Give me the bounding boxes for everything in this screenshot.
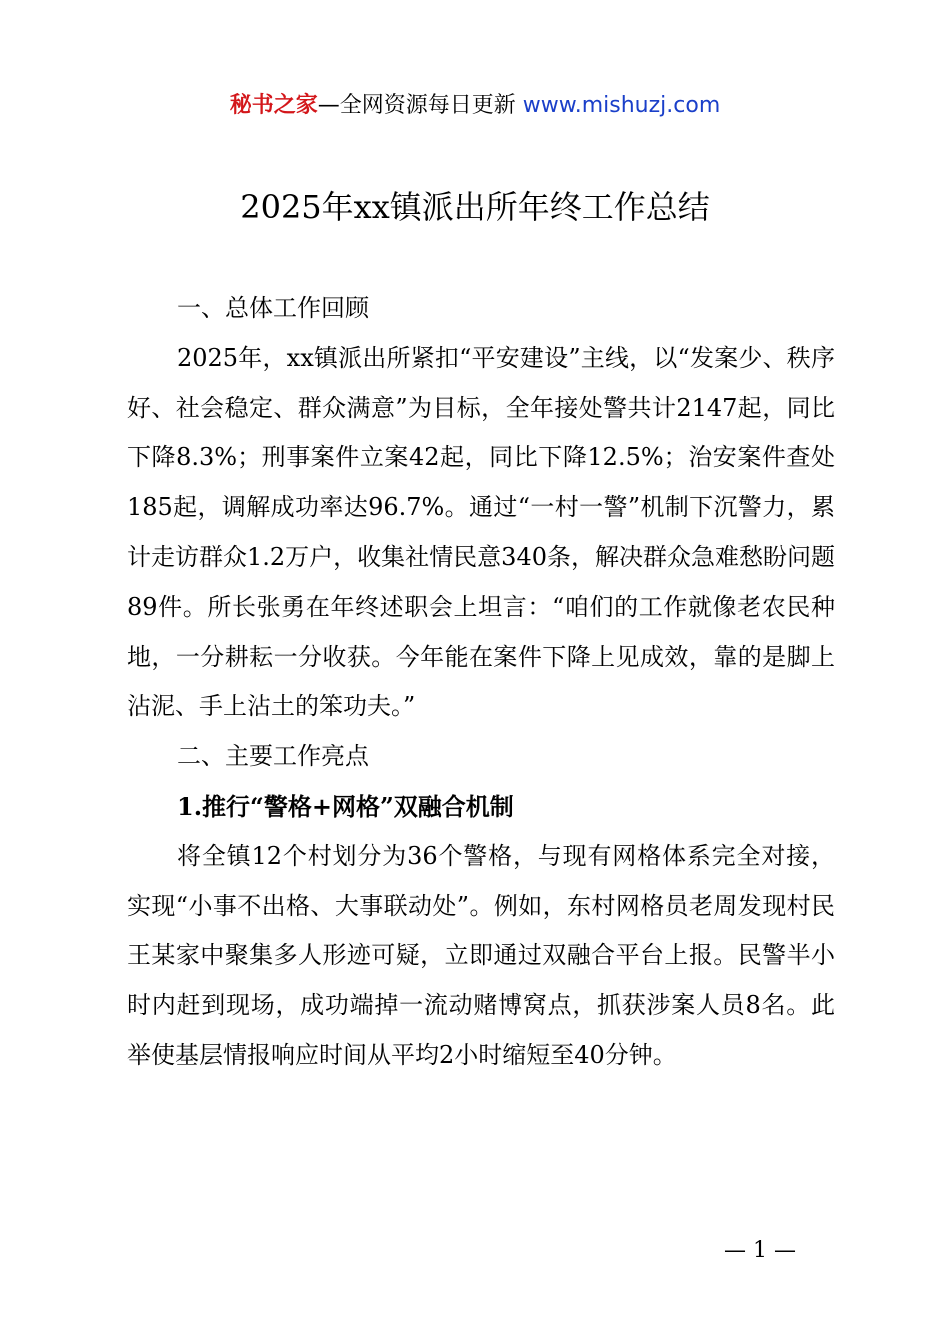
site-header — [0, 88, 950, 119]
paragraph-overview: 2025年，xx镇派出所紧扣“平安建设”主线，以“发案少、秩序好、社会稳定、群众满意”为目标，全年接处警共计2147起，同比下降8.3%；刑事案件立案42起，同比下降12.5%；治安案件查处185起，调解成功率达96.7%。通过“一村一警”机制下沉警力，累计走访群众1.2万户，收集社情民意340条，解决群众急难愁盼问题89件。所长张勇在年终述职会上坦言：“咱们的工作就像老农民种地，一分耕耘一分收获。今年能在案件下降上见成效，靠的是脚上沾泥、手上沾土的笨功夫。” — [127, 343, 835, 721]
section-heading-highlights: 二、主要工作亮点 — [177, 742, 369, 771]
brand-name: 秘书之家 — [229, 93, 318, 118]
paragraph-grid-mechanism: 将全镇12个村划分为36个警格，与现有网格体系完全对接，实现“小事不出格、大事联动处”。例如，东村网格员老周发现村民王某家中聚集多人形迹可疑，立即通过双融合平台上报。民警半小时内赶到现场，成功端掉一流动赌博窝点，抓获涉案人员8名。此举使基层情报响应时间从平均2小时缩短至40分钟。 — [127, 841, 835, 1069]
section-heading-overview: 一、总体工作回顾 — [177, 294, 369, 322]
subheading-grid-mechanism: 1.推行“警格+网格”双融合机制 — [177, 791, 514, 821]
page-number: — 1 — — [724, 1238, 796, 1263]
site-url-link[interactable]: www.mishuzj.com — [522, 93, 721, 118]
document-title: 2025年xx镇派出所年终工作总结 — [240, 188, 710, 226]
header-tagline: —全网资源每日更新 — [317, 93, 523, 118]
document-body — [127, 284, 835, 1081]
